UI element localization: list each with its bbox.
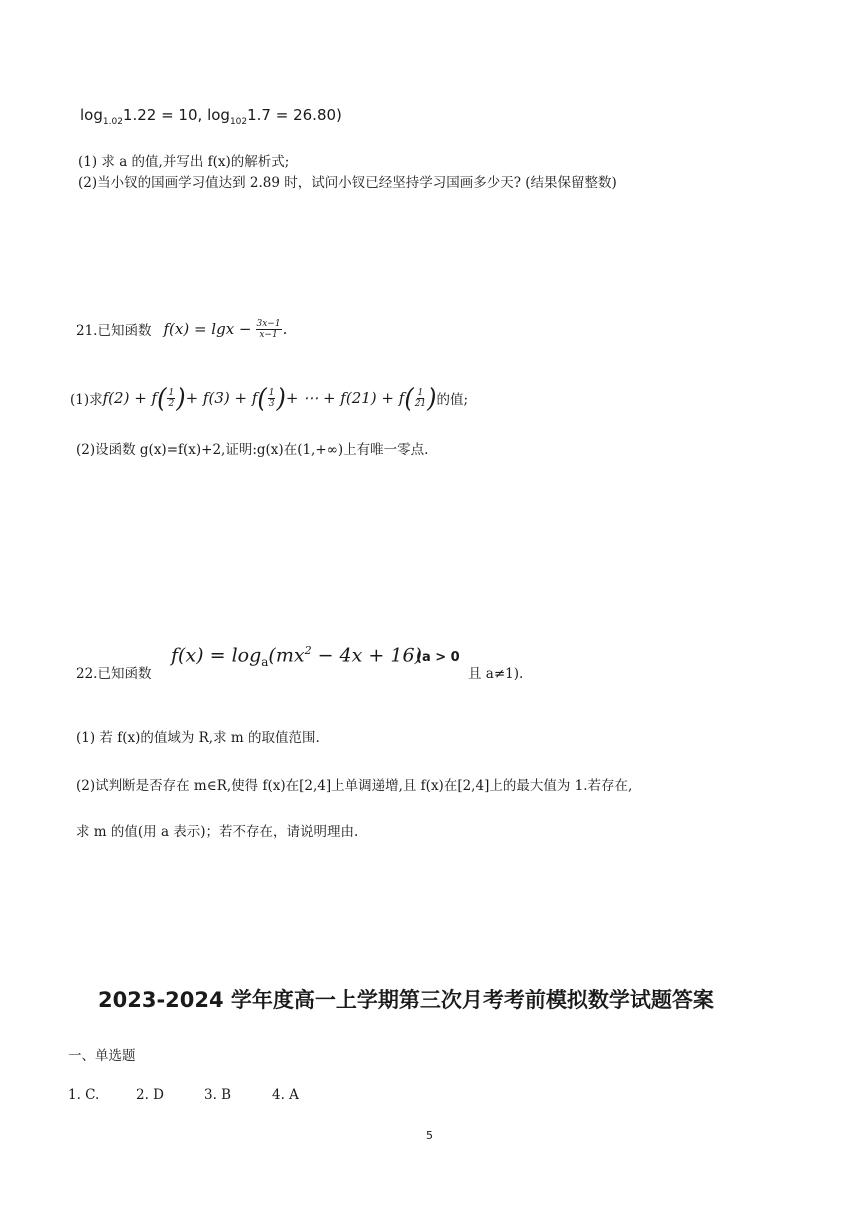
answer-item: 3. B: [204, 1087, 232, 1103]
left-paren: (: [257, 382, 267, 414]
q21-formula: [163, 319, 287, 340]
fraction-numerator: 1: [168, 387, 175, 398]
q22-part1: (1) 若 f(x)的值域为 R,求 m 的取值范围.: [76, 730, 320, 746]
right-paren: ): [176, 382, 186, 414]
q21-heading: [76, 314, 287, 344]
q22-formula-base: a: [261, 655, 269, 670]
sum-term-fraction: [404, 382, 437, 414]
answer-item: 4. A: [272, 1087, 299, 1103]
q22-condition-a: (a > 0: [416, 650, 460, 665]
q21-sum-expression: [102, 382, 437, 414]
log-prefix-1: log: [80, 106, 103, 124]
q22-formula-arg-a: (mx: [268, 644, 305, 667]
sum-term-text: + f(3) + f: [185, 389, 258, 407]
left-paren: (: [404, 382, 414, 414]
q22-formula-main: f(x) = log: [171, 644, 262, 667]
answer-item: 2. D: [136, 1087, 164, 1103]
q22-intro: 22.已知函数: [76, 666, 152, 682]
q21-part1: [70, 382, 468, 414]
log-arg-1: 1.22 = 10,: [122, 106, 208, 124]
sum-term-text: f(2) + f: [102, 389, 158, 407]
fraction-denominator: 3: [268, 398, 275, 409]
sum-term-text: + ⋯ + f(21) + f: [285, 389, 405, 407]
q22-part2-line2: 求 m 的值(用 a 表示)；若不存在，请说明理由.: [76, 824, 359, 840]
log-base-1: 1.02: [102, 117, 123, 127]
q20-part2: (2)当小钗的国画学习值达到 2.89 时，试问小钗已经坚持学习国画多少天? (结果保留整数): [78, 175, 617, 191]
fraction-denominator: 2: [168, 398, 175, 409]
fraction-numerator: 1: [268, 387, 275, 398]
answers-title: 2023-2024 学年度高一上学期第三次月考考前模拟数学试题答案: [98, 988, 714, 1012]
q21-frac-num: 3x−1: [256, 318, 281, 329]
q22-condition-b: 且 a≠1).: [468, 666, 524, 682]
answers-section-heading: 一、单选题: [68, 1048, 136, 1064]
q21-part2: (2)设函数 g(x)=f(x)+2,证明:g(x)在(1,+∞)上有唯一零点.: [76, 442, 429, 458]
q21-part1-prefix: (1)求: [70, 392, 103, 408]
answers-list: [68, 1087, 340, 1103]
fraction-denominator: 21: [414, 398, 427, 409]
q20-part1: (1) 求 a 的值,并写出 f(x)的解析式;: [78, 154, 290, 170]
log-formula-line: [80, 106, 342, 127]
q22-formula-sup: 2: [304, 644, 312, 657]
answer-item: 1. C.: [68, 1087, 100, 1103]
q21-fraction: [256, 319, 282, 340]
right-paren: ): [276, 382, 286, 414]
fraction-numerator: 1: [417, 387, 424, 398]
fraction: [167, 388, 175, 409]
q21-frac-den: x−1: [259, 329, 278, 340]
fraction: [415, 388, 426, 409]
q21-intro: 21.已知函数: [76, 323, 152, 339]
q21-formula-lhs: f(x) = lgx −: [163, 320, 252, 338]
sum-term-fraction: [257, 382, 286, 414]
q22-formula: [171, 644, 422, 669]
q21-formula-end: .: [282, 320, 288, 338]
q21-part1-suffix: 的值;: [436, 392, 469, 408]
sum-term-fraction: [157, 382, 186, 414]
log-prefix-2: log: [207, 106, 230, 124]
right-paren: ): [427, 382, 437, 414]
page-number: 5: [426, 1129, 433, 1142]
log-base-2: 102: [229, 117, 248, 127]
fraction: [268, 388, 276, 409]
left-paren: (: [157, 382, 167, 414]
log-arg-2: 1.7 = 26.80): [247, 106, 342, 124]
q22-part2-line1: (2)试判断是否存在 m∈R,使得 f(x)在[2,4]上单调递增,且 f(x)在[2,4]上的最大值为 1.若存在,: [76, 778, 633, 794]
q22-formula-arg-b: − 4x + 16): [311, 644, 422, 667]
